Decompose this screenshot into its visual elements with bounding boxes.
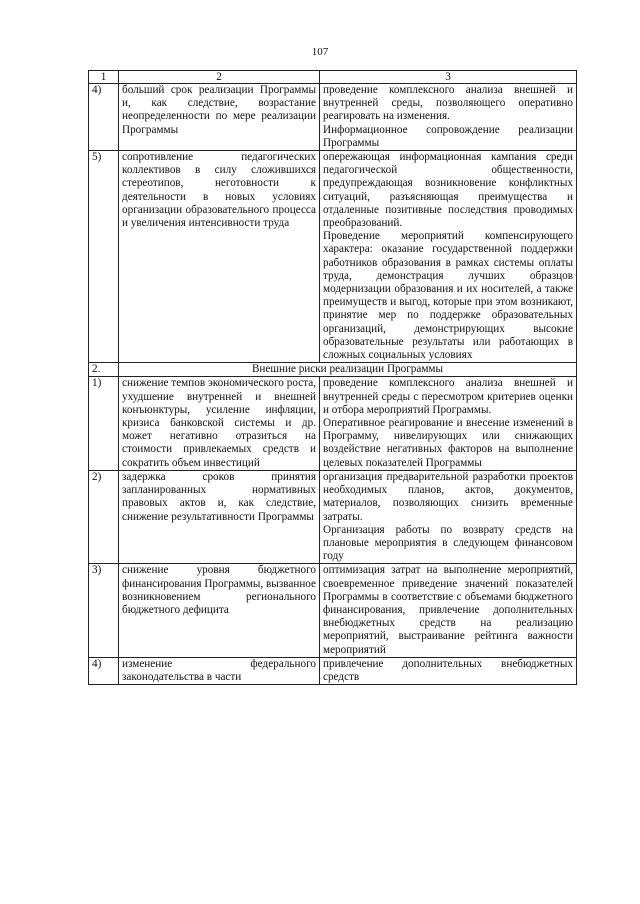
table-row [89, 657, 577, 684]
risk-text: снижение уровня бюджетного финансирования Программы, вызванное возникновением регионального бюджетного дефицита [122, 564, 317, 616]
risk-cell [119, 151, 320, 363]
row-number: 4) [89, 84, 119, 151]
risk-text: снижение темпов экономического роста, ухудшение внутренней и внешней конъюнктуры, усиление инфляции, кризиса банковской системы и др. может негативно отразиться на стоимости привлекаемых средств и сократить объем инвестиций [122, 377, 316, 469]
measures-cell [320, 151, 577, 363]
table-row [89, 564, 577, 657]
risk-cell [119, 377, 320, 470]
section-title: Внешние риски реализации Программы [119, 363, 577, 377]
section-number: 2. [89, 363, 119, 377]
measure-text: Оперативное реагирование и внесение изменений в Программу, нивелирующих или снижающих воздействие негативных факторов на выполнение целевых показателей Программы [323, 417, 573, 469]
table-row [89, 470, 577, 563]
measure-text: Информационное сопровождение реализации Программы [323, 123, 573, 149]
measures-cell [320, 657, 577, 684]
page-number: 107 [311, 46, 329, 58]
row-number: 2) [89, 470, 119, 563]
header-cell: 1 [89, 71, 119, 84]
risk-text: сопротивление педагогических коллективов в силу сложившихся стереотипов, неготовности к деятельности в новых условиях организации образовательного процесса и увеличения интенсивности труда [122, 151, 316, 230]
measures-cell [320, 377, 577, 470]
risk-cell [119, 657, 320, 684]
table-header-row [89, 71, 577, 84]
header-cell: 3 [320, 71, 577, 84]
risk-cell [119, 84, 320, 151]
table-row [89, 84, 577, 151]
risk-text: изменение федерального законодательства в части [122, 657, 316, 683]
risk-cell [119, 564, 320, 657]
measure-text: оптимизация затрат на выполнение мероприятий, своевременное приведение значений показателей Программы в соответствие с объемами бюджетного финансирования, привлечение дополнительных внебюджетных средств на реализацию мероприятий, выстраивание рейтинга важности мероприятий [323, 564, 573, 656]
header-cell: 2 [119, 71, 320, 84]
measure-text: проведение комплексного анализа внешней и внутренней среды, позволяющего оперативно реагировать на изменения. [323, 84, 573, 123]
row-number: 1) [89, 377, 119, 470]
measures-cell [320, 564, 577, 657]
measure-text: Организация работы по возврату средств на плановые мероприятия в следующем финансовом году [323, 523, 573, 563]
risk-text: задержка сроков принятия запланированных нормативных правовых актов и, как следствие, снижение результативности Программы [122, 470, 316, 523]
measure-text: организация предварительной разработки проектов необходимых планов, актов, документов, материалов, позволяющих снизить временные затраты. [323, 470, 573, 523]
measures-cell [320, 470, 577, 563]
section-row [89, 363, 577, 377]
measure-text: привлечение дополнительных внебюджетных средств [323, 657, 573, 683]
measure-text: проведение комплексного анализа внешней и внутренней среды с пересмотром критериев оценки и отбора мероприятий Программы. [323, 377, 573, 416]
risk-text: больший срок реализации Программы и, как следствие, возрастание неопределенности по мере реализации Программы [122, 84, 316, 136]
risk-cell [119, 470, 320, 563]
table-row [89, 151, 577, 363]
table-row [89, 377, 577, 470]
row-number: 5) [89, 151, 119, 363]
row-number: 4) [89, 657, 119, 684]
measure-text: Проведение мероприятий компенсирующего характера: оказание государственной поддержки работников образования в рамках системы оплаты труда, демонстрация лучших образцов модернизации образования и их носителей, а также преимуществ и выгод, которые при этом возникают, принятие мер по поддержке образовательных организаций, демонстрирующих высокие образовательные результаты или работающих в сложных социальных условиях [323, 230, 573, 362]
measure-text: опережающая информационная кампания среди педагогической общественности, предупреждающая возникновение конфликтных ситуаций, разъясняющая преимущества и отдаленные позитивные последствия проводимых преобразований. [323, 151, 573, 230]
risk-table [88, 70, 577, 685]
measures-cell [320, 84, 577, 151]
row-number: 3) [89, 564, 119, 657]
